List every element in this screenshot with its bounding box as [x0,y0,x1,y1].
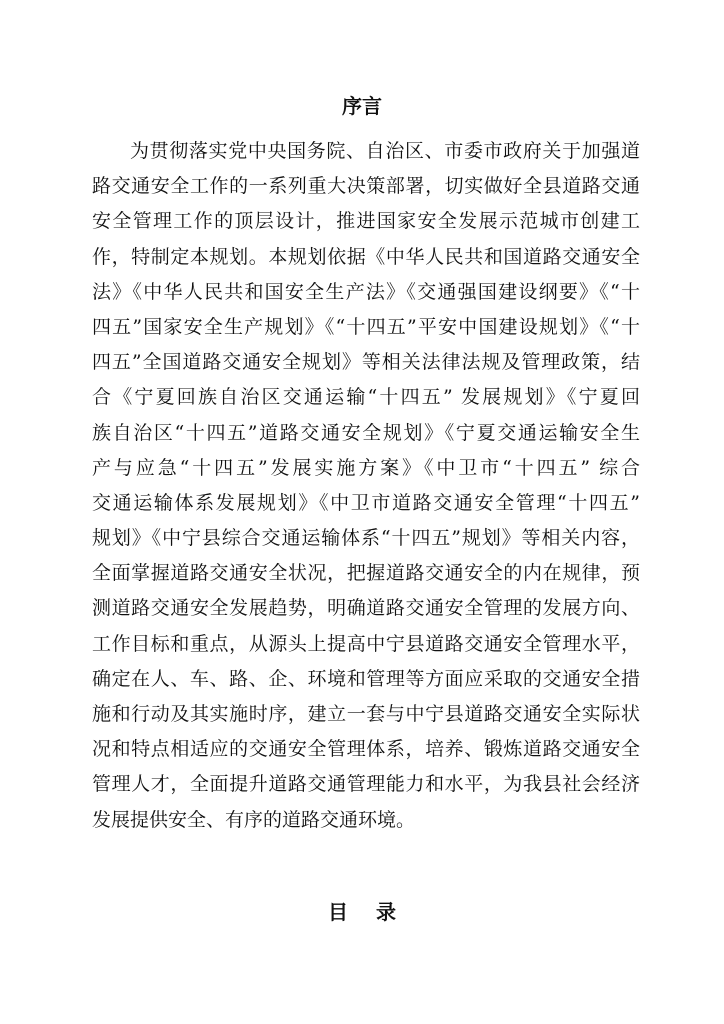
preface-title: 序言 [342,94,382,118]
body-line: 确定在人、车、路、企、环境和管理等方面应采取的交通安全措 [92,667,640,690]
toc-title-char: 目 [328,900,348,924]
body-line: 族自治区“十四五”道路交通安全规划》《宁夏交通运输安全生 [92,421,640,444]
preface-body [92,134,640,838]
body-line: 测道路交通安全发展趋势，明确道路交通安全管理的发展方向、 [92,597,640,620]
body-line: 四五”国家安全生产规划》《“十四五”平安中国建设规划》《“十 [92,315,640,338]
body-line: 况和特点相适应的交通安全管理体系，培养、锻炼道路交通安全 [92,738,640,761]
body-line: 法》《中华人民共和国安全生产法》《交通强国建设纲要》《“十 [92,280,640,303]
body-line: 管理人才，全面提升道路交通管理能力和水平，为我县社会经济 [92,773,640,796]
toc-title-char: 录 [376,900,396,924]
body-line: 工作目标和重点，从源头上提高中宁县道路交通安全管理水平， [92,632,640,655]
body-line: 合《宁夏回族自治区交通运输“十四五” 发展规划》《宁夏回 [92,386,640,409]
body-line: 路交通安全工作的一系列重大决策部署，切实做好全县道路交通 [92,175,640,198]
body-line: 施和行动及其实施时序，建立一套与中宁县道路交通安全实际状 [92,703,640,725]
toc-title [0,898,724,926]
body-line: 发展提供安全、有序的道路交通环境。 [92,808,416,831]
body-line: 交通运输体系发展规划》《中卫市道路交通安全管理“十四五” [92,491,640,514]
body-line: 作，特制定本规划。本规划依据《中华人民共和国道路交通安全 [92,245,640,268]
body-line: 规划》《中宁县综合交通运输体系“十四五”规划》等相关内容， [92,527,640,550]
body-line: 产与应急“十四五”发展实施方案》《中卫市“十四五” 综合 [92,456,640,479]
body-line: 全面掌握道路交通安全状况，把握道路交通安全的内在规律，预 [92,562,640,585]
body-line: 安全管理工作的顶层设计，推进国家安全发展示范城市创建工 [92,210,640,233]
body-line: 为贯彻落实党中央国务院、自治区、市委市政府关于加强道 [130,140,640,162]
body-line: 四五”全国道路交通安全规划》等相关法律法规及管理政策，结 [92,351,640,374]
